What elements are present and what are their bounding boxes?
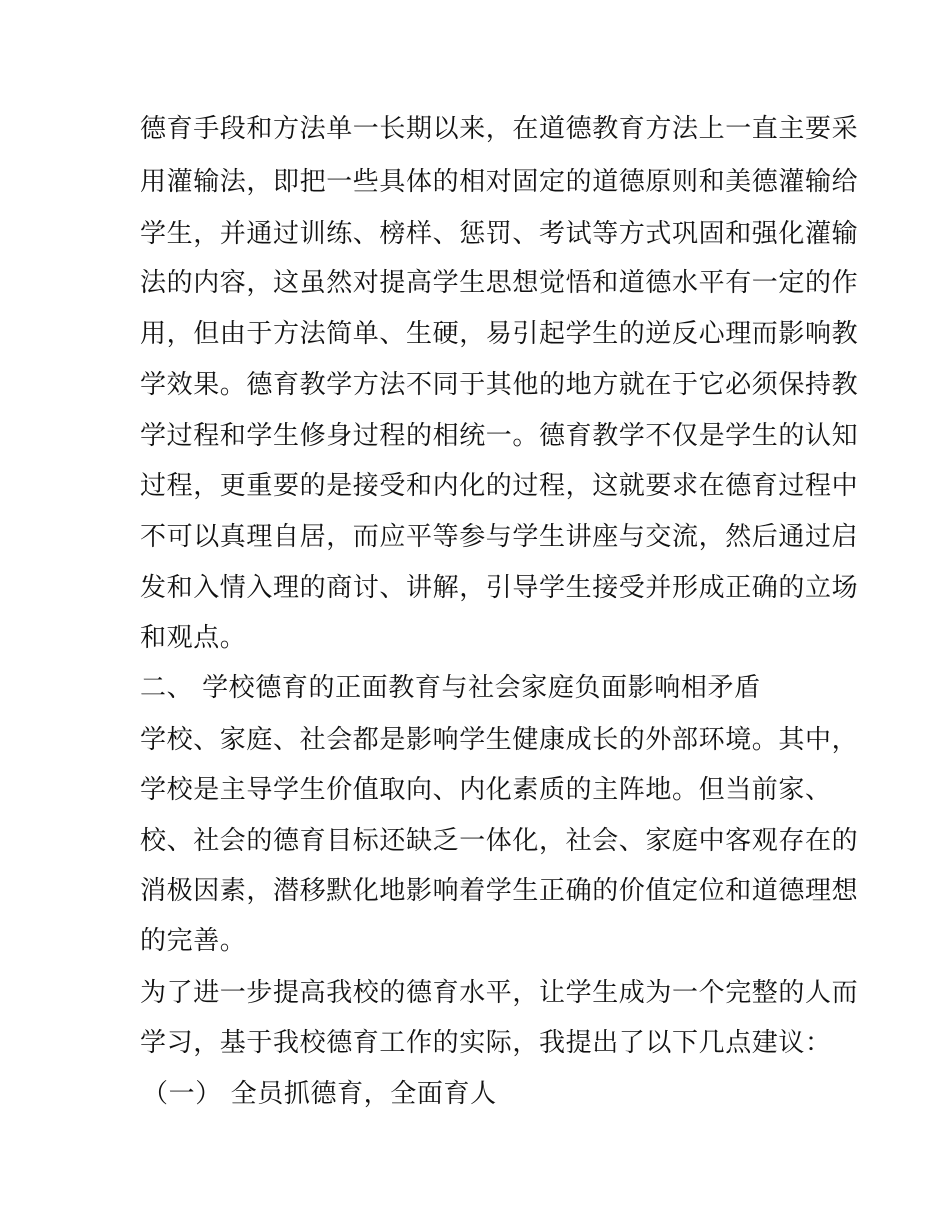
paragraph-line: 学过程和学生修身过程的相统一。德育教学不仅是学生的认知: [140, 421, 859, 451]
paragraph-line: 为了进一步提高我校的德育水平，让学生成为一个完整的人而: [140, 978, 859, 1008]
paragraph-line: 发和入情入理的商讨、讲解，引导学生接受并形成正确的立场: [140, 573, 859, 603]
paragraph-line: 学校、家庭、社会都是影响学生健康成长的外部环境。其中，: [140, 725, 859, 755]
paragraph-line: 的完善。: [140, 926, 247, 956]
paragraph-line: 校、社会的德育目标还缺乏一体化，社会、家庭中客观存在的: [140, 826, 859, 856]
paragraph-line: 不可以真理自居，而应平等参与学生讲座与交流，然后通过启: [140, 522, 859, 552]
paragraph-line: 用灌输法，即把一些具体的相对固定的道德原则和美德灌输给: [140, 167, 859, 197]
subsection-heading-1: （一） 全员抓德育，全面育人: [142, 1079, 497, 1109]
paragraph-line: 学效果。德育教学方法不同于其他的地方就在于它必须保持教: [140, 370, 859, 400]
paragraph-line: 学生，并通过训练、榜样、惩罚、考试等方式巩固和强化灌输: [140, 219, 859, 249]
paragraph-line: 消极因素，潜移默化地影响着学生正确的价值定位和道德理想: [140, 876, 859, 906]
paragraph-line: 德育手段和方法单一长期以来，在道德教育方法上一直主要采: [140, 114, 859, 144]
paragraph-line: 学习，基于我校德育工作的实际，我提出了以下几点建议：: [140, 1028, 832, 1058]
section-heading-2: 二、 学校德育的正面教育与社会家庭负面影响相矛盾: [140, 673, 761, 703]
paragraph-line: 学校是主导学生价值取向、内化素质的主阵地。但当前家、: [140, 775, 832, 805]
paragraph-line: 用，但由于方法简单、生硬，易引起学生的逆反心理而影响教: [140, 319, 859, 349]
paragraph-line: 过程，更重要的是接受和内化的过程，这就要求在德育过程中: [140, 471, 859, 501]
paragraph-line: 和观点。: [140, 623, 247, 653]
paragraph-line: 法的内容，这虽然对提高学生思想觉悟和道德水平有一定的作: [140, 268, 859, 298]
